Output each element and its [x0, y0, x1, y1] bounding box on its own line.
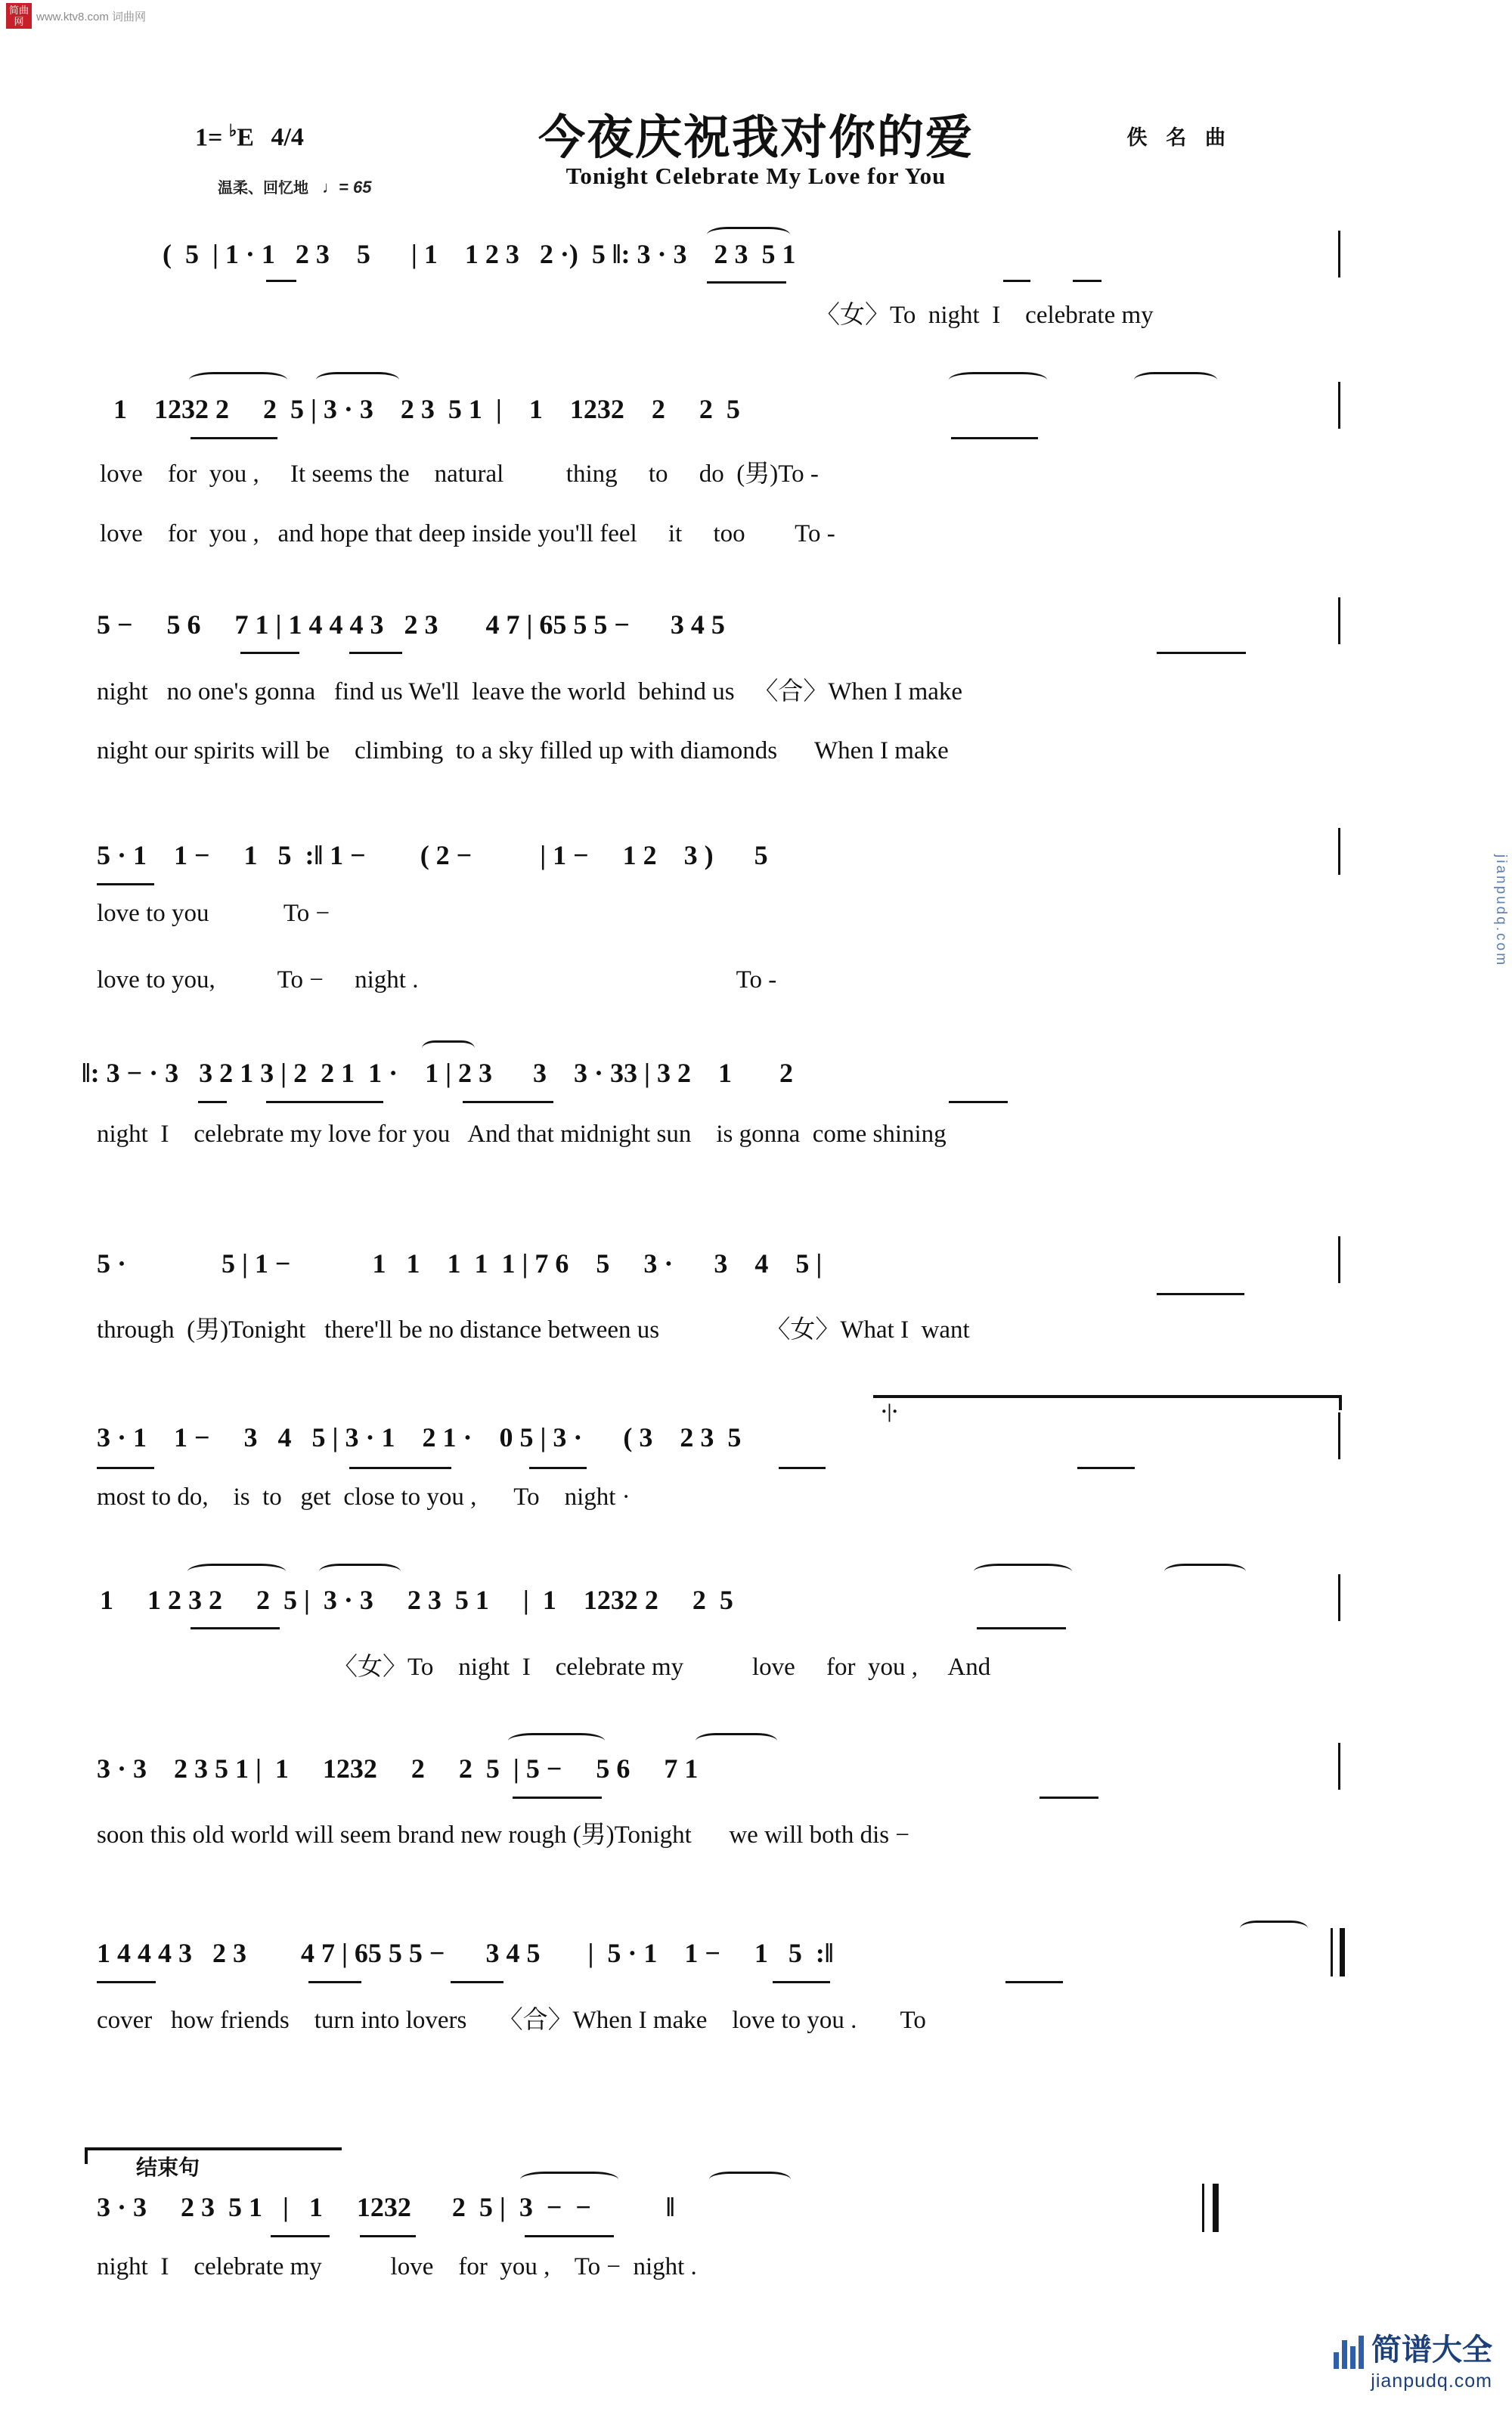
slur-arc [508, 1733, 605, 1749]
system-8-notes: 1 1 2 3 2 2 5 | 3 · 3 2 3 5 1 | 1 1232 2 2 5 [100, 1585, 733, 1615]
beam-line [1157, 652, 1246, 654]
system-3-lyrics-verse1: night no one's gonna find us We'll leave the world behind us 〈合〉When I make [97, 678, 963, 705]
beam-line [529, 1467, 587, 1469]
system-2-notes: 1 1232 2 2 5 | 3 · 3 2 3 5 1 | 1 1232 2 2 5 [113, 394, 740, 424]
beam-line [1077, 1467, 1135, 1469]
slur-arc [949, 372, 1047, 388]
barline [1338, 1412, 1340, 1459]
bars-icon [1334, 2336, 1364, 2369]
slur-arc [1240, 1921, 1308, 1936]
system-3-lyrics-verse2: night our spirits will be climbing to a sky filled up with diamonds When I make [97, 737, 949, 764]
barline [1338, 231, 1340, 277]
beam-line [463, 1101, 553, 1103]
tempo-marking: 温柔、回忆地 ♩= 65 [218, 178, 372, 197]
beam-line [1157, 1293, 1244, 1295]
system-9-notes: 3 · 3 2 3 5 1 | 1 1232 2 2 5 | 5 − 5 6 7 1 [97, 1753, 699, 1784]
beam-line [308, 1981, 361, 1983]
beam-line [240, 652, 299, 654]
system-4-notes: 5 · 1 1 − 1 5 :‖ 1 − ( 2 − | 1 − 1 2 3 ) 5 [97, 840, 768, 870]
system-11-notes: 3 · 3 2 3 5 1 | 1 1232 2 5 | 3 − − ‖ [97, 2192, 675, 2222]
beam-line [349, 652, 402, 654]
beam-line [1040, 1797, 1098, 1799]
barline [1338, 382, 1340, 429]
slur-arc [709, 2172, 791, 2187]
barline [1338, 1574, 1340, 1621]
beam-line [349, 1467, 451, 1469]
beam-line [451, 1981, 503, 1983]
watermark-right-vertical: jianpudq.com [1493, 854, 1509, 968]
slur-arc [319, 1564, 401, 1580]
watermark-top-left [6, 3, 146, 29]
system-1-lyrics-verse1: 〈女〉To night I celebrate my [815, 302, 1154, 329]
watermark-url-text: www.ktv8.com 词曲网 [36, 10, 147, 23]
key-signature: 1= ♭E 4/4 [195, 121, 304, 152]
composer-credit: 佚 名 曲 [1126, 126, 1232, 149]
system-2-lyrics-verse2: love for you , and hope that deep inside you'll feel it too To - [100, 520, 835, 547]
beam-line [1003, 280, 1030, 282]
system-7-lyrics-verse1: most to do, is to get close to you , To night · [97, 1483, 631, 1511]
page-subtitle: Tonight Celebrate My Love for You [565, 163, 947, 189]
beam-line [707, 281, 786, 284]
beam-line [191, 437, 277, 439]
slur-arc [696, 1733, 777, 1749]
system-1-notes: ( 5 | 1 · 1 2 3 5 | 1 1 2 3 2 ·) 5 ‖: 3 · 3 2 3 5 1 [163, 239, 796, 269]
beam-line [191, 1627, 280, 1629]
beam-line [951, 437, 1038, 439]
barline [1338, 1743, 1340, 1790]
beam-line [266, 1101, 383, 1103]
beam-line [1073, 280, 1101, 282]
slur-arc [520, 2172, 618, 2187]
beam-line [271, 2235, 330, 2237]
beam-line [779, 1467, 826, 1469]
system-8-lyrics-verse1: 〈女〉To night I celebrate my love for you , And [333, 1654, 991, 1681]
system-2-lyrics-verse1: love for you , It seems the natural thing to do (男)To - [100, 460, 819, 488]
coda-section-label: 结束句 [136, 2156, 200, 2180]
system-3-notes: 5 − 5 6 7 1 | 1 4 4 4 3 2 3 4 7 | 65 5 5 − 3 4 5 [97, 609, 725, 640]
system-6-notes: 5 · 5 | 1 − 1 1 1 1 1 | 7 6 5 3 · 3 4 5 | [97, 1248, 823, 1279]
beam-line [949, 1101, 1008, 1103]
page-title: 今夜庆祝我对你的爱 [538, 113, 974, 164]
slur-arc [189, 372, 287, 388]
flat-icon: ♭ [228, 121, 237, 140]
system-5-notes: ‖: 3 − · 3 3 2 1 3 | 2 2 1 1 · 1 | 2 3 3 3 · 33 | 3 2 1 2 [82, 1058, 793, 1088]
beam-line [198, 1101, 227, 1103]
logo-subtitle: jianpudq.com [1371, 2370, 1492, 2392]
barline [1338, 597, 1340, 644]
beam-line [97, 883, 154, 885]
barline [1338, 1236, 1340, 1283]
slur-arc [974, 1564, 1072, 1580]
system-5-lyrics-verse1: night I celebrate my love for you And that midnight sun is gonna come shining [97, 1121, 947, 1148]
beam-line [1005, 1981, 1063, 1983]
system-7-notes: 3 · 1 1 − 3 4 5 | 3 · 1 2 1 · 0 5 | 3 · ( 3 2 3 5 [97, 1422, 742, 1452]
slur-arc [707, 227, 790, 243]
system-11-lyrics-verse1: night I celebrate my love for you , To − night . [97, 2253, 697, 2280]
beam-line [513, 1797, 602, 1799]
slur-arc [1164, 1564, 1246, 1580]
beam-line [773, 1981, 830, 1983]
system-4-lyrics-verse2: love to you, To − night . To - [97, 966, 777, 994]
slur-arc [1134, 372, 1217, 388]
beam-line [360, 2235, 416, 2237]
slur-arc [316, 372, 399, 388]
system-6-lyrics-verse1: through (男)Tonight there'll be no distance between us 〈女〉What I want [97, 1316, 970, 1344]
system-10-notes: 1 4 4 4 3 2 3 4 7 | 65 5 5 − 3 4 5 | 5 · 1 1 − 1 5 :‖ [97, 1938, 834, 1968]
system-9-lyrics-verse1: soon this old world will seem brand new rough (男)Tonight we will both dis − [97, 1821, 909, 1849]
beam-line [266, 280, 296, 282]
coda-section-line [85, 2147, 342, 2150]
beam-line [97, 1467, 154, 1469]
beam-line [977, 1627, 1066, 1629]
ending-bracket [873, 1395, 1342, 1398]
barline [1338, 828, 1340, 875]
beam-line [525, 2235, 614, 2237]
watermark-bottom-right [1334, 2326, 1492, 2392]
beam-line [97, 1981, 156, 1983]
logo-title: 简谱大全 [1371, 2333, 1492, 2367]
watermark-badge: 简曲网 [6, 3, 32, 29]
slur-arc [187, 1564, 286, 1580]
system-4-lyrics-verse1: love to you To − [97, 900, 330, 927]
slur-arc [422, 1040, 475, 1056]
system-10-lyrics-verse1: cover how friends turn into lovers 〈合〉When I make love to you . To [97, 2007, 926, 2034]
segno-mark: ·|· [881, 1400, 899, 1422]
